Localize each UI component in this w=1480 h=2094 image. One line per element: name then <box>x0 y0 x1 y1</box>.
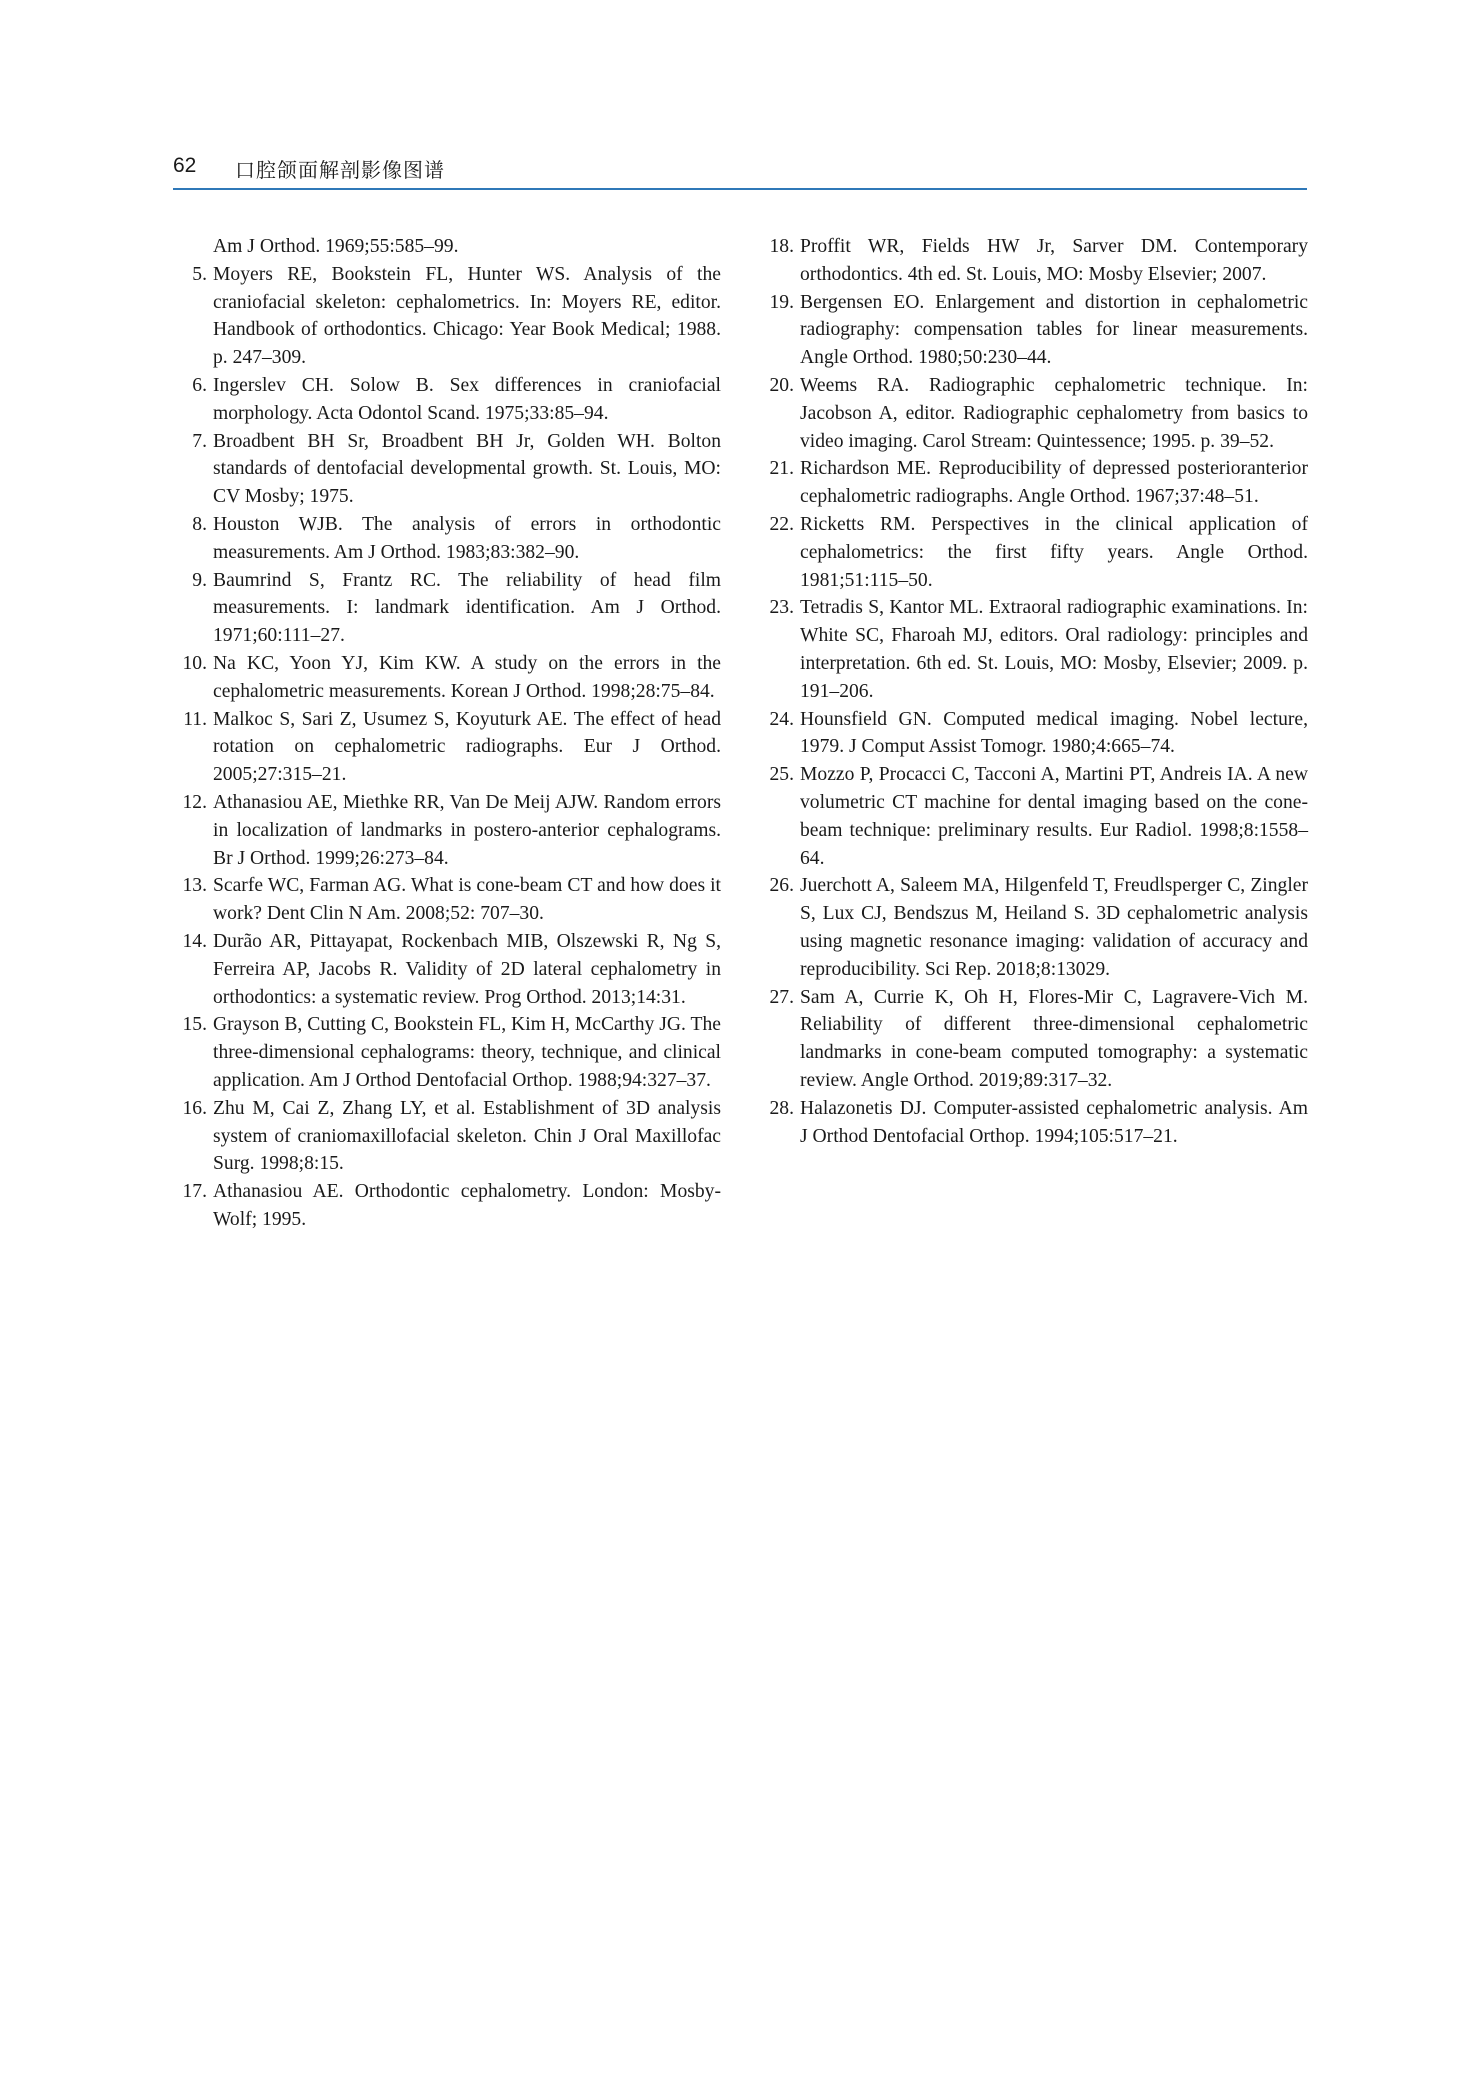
reference-number: 21. <box>769 458 794 480</box>
reference-number: 13. <box>182 875 207 897</box>
reference-number: 19. <box>769 291 794 313</box>
reference-item <box>760 455 1308 511</box>
reference-item <box>173 872 721 928</box>
reference-item <box>760 511 1308 594</box>
reference-text: Na KC, Yoon YJ, Kim KW. A study on the errors in the cephalometric measurements. Korean J Orthod. 1998;28:75–84. <box>213 652 721 702</box>
reference-text: Zhu M, Cai Z, Zhang LY, et al. Establishment of 3D analysis system of craniomaxillofacial skeleton. Chin J Oral Maxillofac Surg. 1998;8:15. <box>213 1097 721 1175</box>
reference-number: 14. <box>182 930 207 952</box>
reference-number: 18. <box>769 236 794 257</box>
reference-number: 20. <box>769 374 794 396</box>
reference-text: Halazonetis DJ. Computer-assisted cephalometric analysis. Am J Orthod Dentofacial Orthop. 1994;105:517–21. <box>800 1097 1308 1147</box>
reference-text: Proffit WR, Fields HW Jr, Sarver DM. Contemporary orthodontics. 4th ed. St. Louis, MO: Mosby Elsevier; 2007. <box>800 236 1308 285</box>
reference-text: Athanasiou AE. Orthodontic cephalometry. London: Mosby-Wolf; 1995. <box>213 1181 721 1230</box>
reference-item <box>173 928 721 1011</box>
reference-item <box>173 706 721 789</box>
reference-text: Ingerslev CH. Solow B. Sex differences in craniofacial morphology. Acta Odontol Scand. 1975;33:85–94. <box>213 374 721 424</box>
reference-number: 28. <box>769 1097 794 1119</box>
reference-item <box>760 761 1308 872</box>
reference-text: Mozzo P, Procacci C, Tacconi A, Martini PT, Andreis IA. A new volumetric CT machine for dental imaging based on the cone-beam technique: preliminary results. Eur Radiol. 1998;8:1558–64. <box>800 764 1308 869</box>
reference-text: Sam A, Currie K, Oh H, Flores-Mir C, Lagravere-Vich M. Reliability of different three-dimensional cephalometric landmarks in cone-beam computed tomography: a systematic review. Angle Orthod. 2019;89:317–32. <box>800 986 1308 1091</box>
reference-text: Richardson ME. Reproducibility of depressed posterioranterior cephalometric radiographs. Angle Orthod. 1967;37:48–51. <box>800 458 1308 508</box>
reference-item <box>173 1178 721 1234</box>
reference-number: 15. <box>182 1014 207 1036</box>
references-left-column <box>173 233 721 1234</box>
reference-text: Durão AR, Pittayapat, Rockenbach MIB, Olszewski R, Ng S, Ferreira AP, Jacobs R. Validity of 2D lateral cephalometry in orthodontics: a systematic review. Prog Orthod. 2013;14:31. <box>213 930 721 1008</box>
reference-number: 6. <box>192 374 207 396</box>
reference-item <box>173 261 721 372</box>
reference-number: 23. <box>769 597 794 619</box>
reference-item <box>760 872 1308 983</box>
reference-number: 7. <box>192 430 207 452</box>
references-right-column <box>760 233 1308 1150</box>
reference-number: 22. <box>769 513 794 535</box>
reference-number: 11. <box>183 708 207 730</box>
reference-item <box>760 1095 1308 1151</box>
reference-item <box>760 289 1308 372</box>
reference-number: 8. <box>192 513 207 535</box>
reference-number: 25. <box>769 764 794 786</box>
page-number: 62 <box>173 154 197 177</box>
reference-text: Broadbent BH Sr, Broadbent BH Jr, Golden WH. Bolton standards of dentofacial developmental growth. St. Louis, MO: CV Mosby; 1975. <box>213 430 721 508</box>
reference-text: Moyers RE, Bookstein FL, Hunter WS. Analysis of the craniofacial skeleton: cephalometrics. In: Moyers RE, editor. Handbook of orthodontics. Chicago: Year Book Medical; 1988. p. 247–309. <box>213 263 721 369</box>
reference-item <box>760 372 1308 455</box>
reference-text: Bergensen EO. Enlargement and distortion in cephalometric radiography: compensation tables for linear measurements. Angle Orthod. 1980;50:230–44. <box>800 291 1308 369</box>
reference-item <box>173 789 721 872</box>
reference-text: Juerchott A, Saleem MA, Hilgenfeld T, Freudlsperger C, Zingler S, Lux CJ, Bendszus M, Heiland S. 3D cephalometric analysis using magnetic resonance imaging: validation of accuracy and reproducibility. Sci Rep. 2018;8:13029. <box>800 875 1308 980</box>
reference-text: Athanasiou AE, Miethke RR, Van De Meij AJW. Random errors in localization of landmarks in postero-anterior cephalograms. Br J Orthod. 1999;26:273–84. <box>213 791 721 869</box>
reference-number: 9. <box>192 569 207 591</box>
reference-item <box>760 984 1308 1095</box>
reference-item <box>173 1095 721 1178</box>
reference-number: 10. <box>182 652 207 674</box>
reference-item <box>173 372 721 428</box>
reference-number: 26. <box>769 875 794 897</box>
reference-text: Hounsfield GN. Computed medical imaging. Nobel lecture, 1979. J Comput Assist Tomogr. 1980;4:665–74. <box>800 708 1308 758</box>
reference-text: Scarfe WC, Farman AG. What is cone-beam CT and how does it work? Dent Clin N Am. 2008;52: 707–30. <box>213 875 721 925</box>
reference-item <box>173 567 721 650</box>
reference-text: Malkoc S, Sari Z, Usumez S, Koyuturk AE. The effect of head rotation on cephalometric radiographs. Eur J Orthod. 2005;27:315–21. <box>213 708 721 786</box>
reference-number: 24. <box>769 708 794 730</box>
reference-item <box>760 233 1308 289</box>
reference-number: 17. <box>182 1181 207 1203</box>
reference-continuation: Am J Orthod. 1969;55:585–99. <box>213 236 459 257</box>
reference-text: Ricketts RM. Perspectives in the clinical application of cephalometrics: the first fifty years. Angle Orthod. 1981;51:115–50. <box>800 513 1308 591</box>
reference-item <box>760 594 1308 705</box>
reference-item <box>760 706 1308 762</box>
reference-item <box>173 650 721 706</box>
reference-text: Grayson B, Cutting C, Bookstein FL, Kim H, McCarthy JG. The three-dimensional cephalograms: theory, technique, and clinical application. Am J Orthod Dentofacial Orthop. 1988;94:327–37. <box>213 1014 721 1091</box>
book-title: 口腔颌面解剖影像图谱 <box>235 158 445 182</box>
reference-item <box>173 428 721 511</box>
reference-number: 16. <box>182 1097 207 1119</box>
reference-number: 27. <box>769 986 794 1008</box>
reference-item <box>173 511 721 567</box>
reference-text: Baumrind S, Frantz RC. The reliability of head film measurements. I: landmark identification. Am J Orthod. 1971;60:111–27. <box>213 569 721 647</box>
reference-text: Tetradis S, Kantor ML. Extraoral radiographic examinations. In: White SC, Fharoah MJ, editors. Oral radiology: principles and interpretation. 6th ed. St. Louis, MO: Mosby, Elsevier; 2009. p. 191–206. <box>800 597 1308 702</box>
page-header <box>173 150 1307 190</box>
reference-item <box>173 1011 721 1094</box>
reference-number: 12. <box>182 791 207 813</box>
reference-text: Weems RA. Radiographic cephalometric technique. In: Jacobson A, editor. Radiographic cephalometry from basics to video imaging. Carol Stream: Quintessence; 1995. p. 39–52. <box>800 374 1308 452</box>
reference-text: Houston WJB. The analysis of errors in orthodontic measurements. Am J Orthod. 1983;83:382–90. <box>213 513 721 563</box>
reference-number: 5. <box>192 263 207 285</box>
